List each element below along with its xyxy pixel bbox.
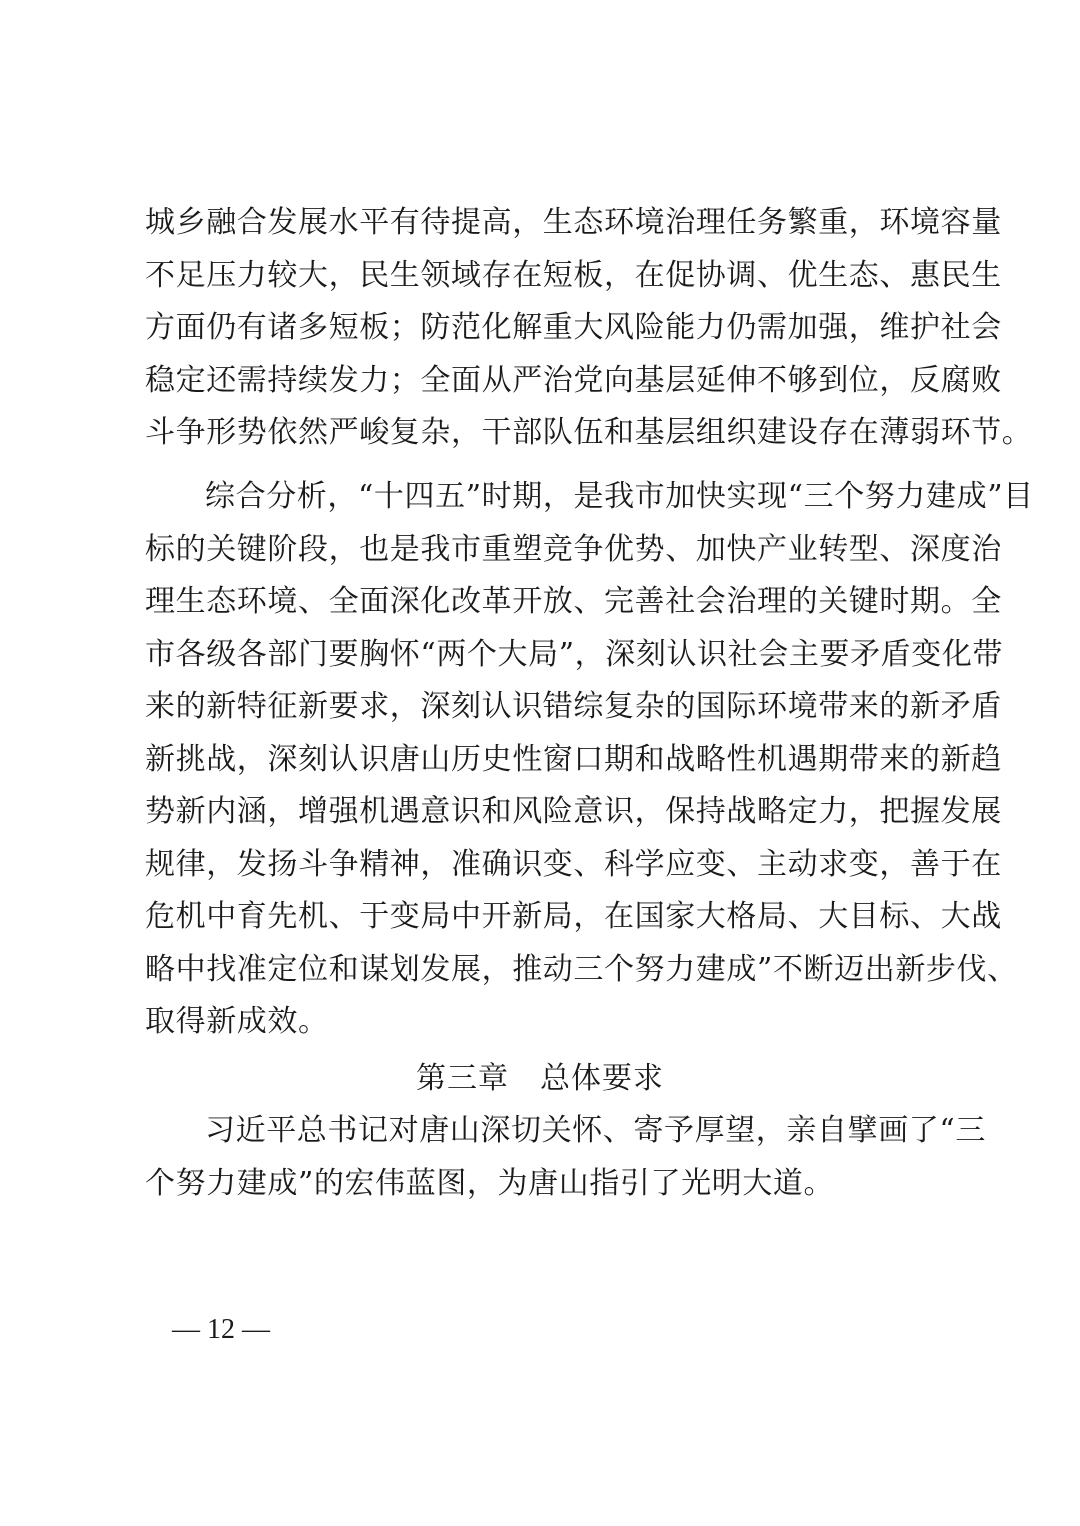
paragraph-1 xyxy=(145,197,1033,460)
text-line: 略中找准定位和谋划发展，推动三个努力建成”不断迈出新步伐、 xyxy=(145,951,1018,987)
text-line: 方面仍有诸多短板；防范化解重大风险能力仍需加强，维护社会 xyxy=(145,310,1002,345)
text-line: 习近平总书记对唐山深切关怀、寄予厚望，亲自擘画了“三 xyxy=(205,1113,986,1148)
text-line: 市各级各部门要胸怀“两个大局”，深刻认识社会主要矛盾变化带 xyxy=(145,636,1004,672)
text-line: 个努力建成”的宏伟蓝图，为唐山指引了光明大道。 xyxy=(145,1165,835,1201)
text-line: 不足压力较大，民生领域存在短板，在促协调、优生态、惠民生 xyxy=(145,257,1002,293)
text-line: 标的关键阶段，也是我市重塑竞争优势、加快产业转型、深度治 xyxy=(145,531,1002,567)
paragraph-2 xyxy=(145,471,1034,1049)
text-line: 势新内涵，增强机遇意识和风险意识，保持战略定力，把握发展 xyxy=(145,794,1002,829)
text-line: 取得新成效。 xyxy=(145,1004,329,1039)
chapter-heading: 第三章 总体要求 xyxy=(416,1061,664,1096)
text-line: 危机中育先机、于变局中开新局，在国家大格局、大目标、大战 xyxy=(145,899,1002,934)
text-line: 城乡融合发展水平有待提高，生态环境治理任务繁重，环境容量 xyxy=(145,205,1002,240)
text-line: 理生态环境、全面深化改革开放、完善社会治理的关键时期。全 xyxy=(145,584,1002,619)
text-line: 规律，发扬斗争精神，准确识变、科学应变、主动求变，善于在 xyxy=(145,846,1002,882)
text-line: 新挑战，深刻认识唐山历史性窗口期和战略性机遇期带来的新趋 xyxy=(145,741,1002,777)
text-line: 斗争形势依然严峻复杂，干部队伍和基层组织建设存在薄弱环节。 xyxy=(145,415,1033,450)
text-line: 稳定还需持续发力；全面从严治党向基层延伸不够到位，反腐败 xyxy=(145,362,1002,398)
paragraph-3 xyxy=(145,1105,986,1210)
text-line: 综合分析，“十四五”时期，是我市加快实现“三个努力建成”目 xyxy=(205,479,1034,514)
page-number: — 12 — xyxy=(172,1314,270,1345)
text-line: 来的新特征新要求，深刻认识错综复杂的国际环境带来的新矛盾 xyxy=(145,689,1002,724)
